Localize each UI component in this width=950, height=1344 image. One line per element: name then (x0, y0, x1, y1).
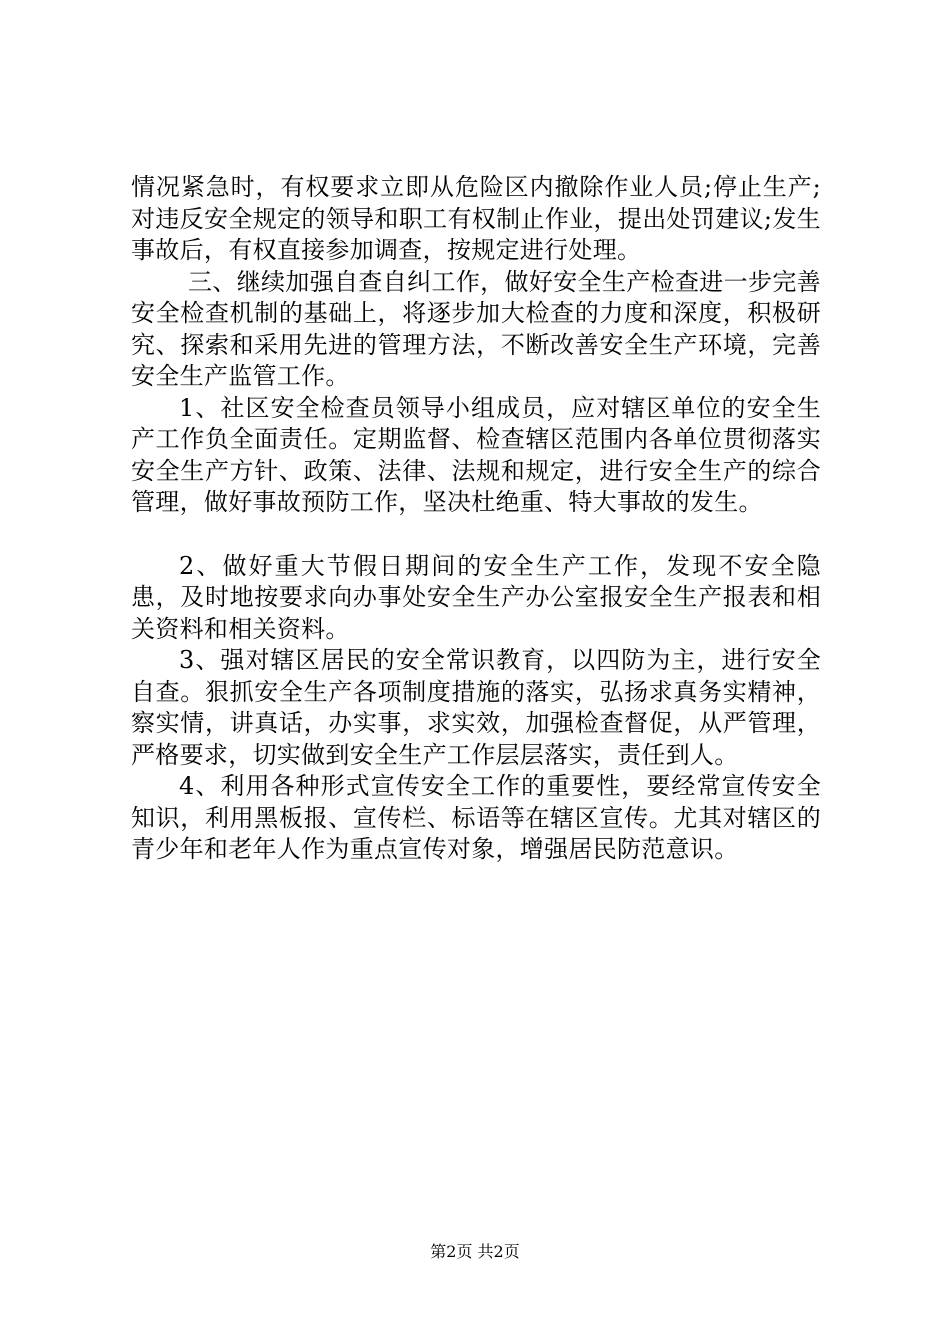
paragraph-item-1: 1、社区安全检查员领导小组成员，应对辖区单位的安全生产工作负全面责任。定期监督、检查辖区范围内各单位贯彻落实安全生产方针、政策、法律、法规和规定，进行安全生产的综合管理，做好事故预防工作，坚决杜绝重、特大事故的发生。 (131, 393, 821, 516)
paragraph-item-4: 4、利用各种形式宣传安全工作的重要性，要经常宣传安全知识，利用黑板报、宣传栏、标语等在辖区宣传。尤其对辖区的青少年和老年人作为重点宣传对象，增强居民防范意识。 (131, 772, 821, 863)
paragraph-item-2: 2、做好重大节假日期间的安全生产工作，发现不安全隐患，及时地按要求向办事处安全生产办公室报安全生产报表和相关资料和相关资料。 (131, 551, 821, 643)
document-body (131, 172, 821, 866)
paragraph-section-three: 三、继续加强自查自纠工作，做好安全生产检查进一步完善安全检查机制的基础上，将逐步加大检查的力度和深度，积极研究、探索和采用先进的管理方法，不断改善安全生产环境，完善安全生产监管工作。 (131, 267, 821, 390)
page-footer: 第2页 共2页 (430, 1242, 520, 1261)
paragraph-item-3: 3、强对辖区居民的安全常识教育，以四防为主，进行安全自查。狠抓安全生产各项制度措施的落实，弘扬求真务实精神，察实情，讲真话，办实事，求实效，加强检查督促，从严管理，严格要求，切实做到安全生产工作层层落实，责任到人。 (131, 646, 821, 769)
paragraph-continuation: 情况紧急时，有权要求立即从危险区内撤除作业人员;停止生产;对违反安全规定的领导和职工有权制止作业，提出处罚建议;发生事故后，有权直接参加调查，按规定进行处理。 (131, 173, 821, 264)
